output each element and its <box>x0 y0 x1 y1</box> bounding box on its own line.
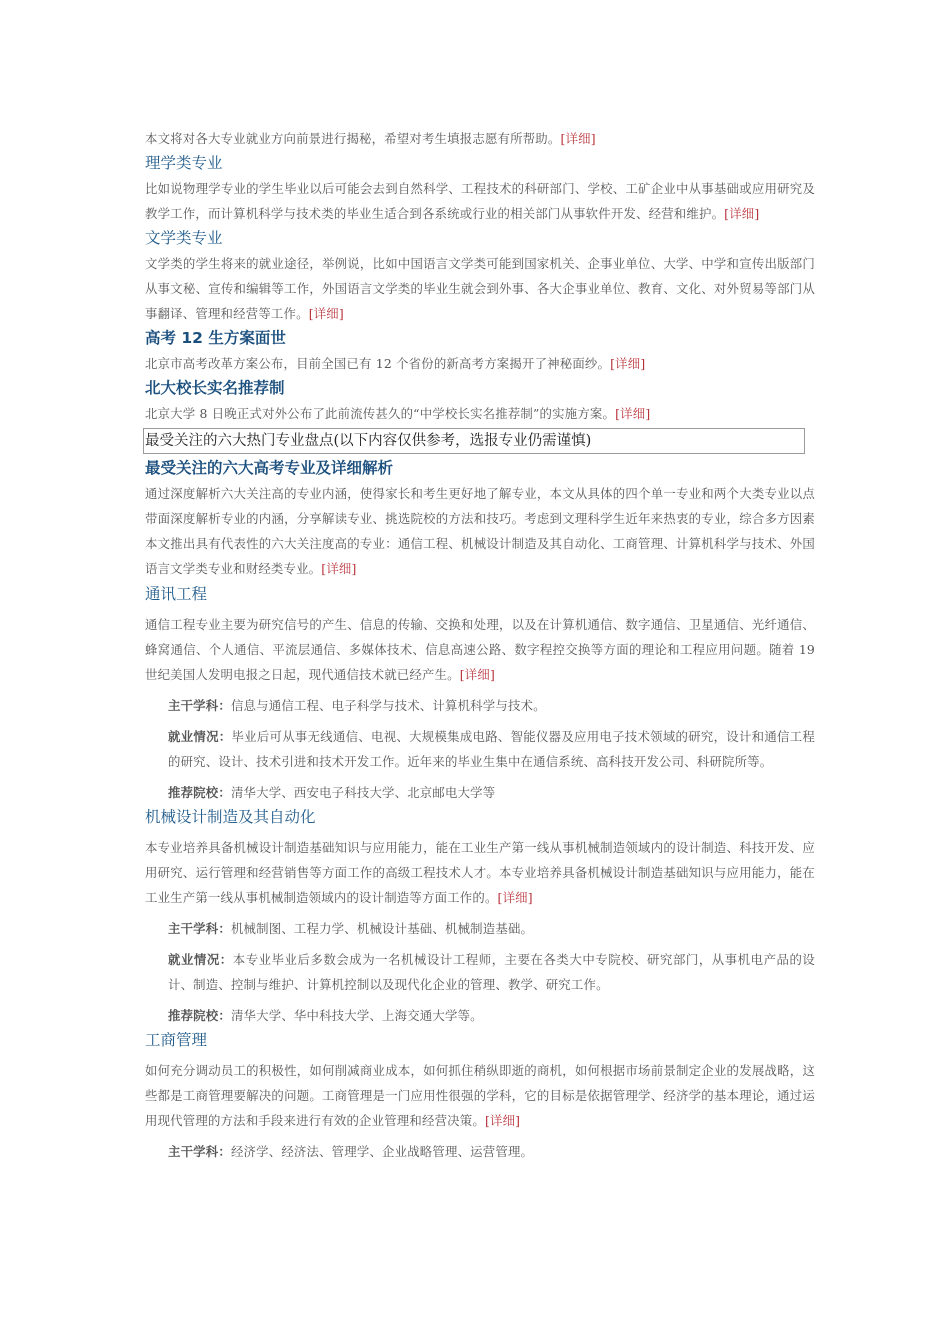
intro-paragraph: 本文将对各大专业就业方向前景进行揭秘，希望对考生填报志愿有所帮助。[详细] <box>145 131 596 146</box>
mech-heading: 机械设计制造及其自动化 <box>145 808 316 826</box>
mech-jobs: 就业情况：本专业毕业后多数会成为一名机械设计工程师，主要在各类大中专院校、研究部门，从事机电产品的设计、制造、控制与维护、计算机控制以及现代化企业的管理、教学、研究工作。 <box>168 952 816 992</box>
detail-link[interactable]: [详细] <box>560 131 596 146</box>
six-majors-heading[interactable]: 最受关注的六大高考专业及详细解析 <box>145 459 394 477</box>
detail-link[interactable]: [详细] <box>308 306 344 321</box>
detail-link[interactable]: [详细] <box>459 667 496 682</box>
detail-link[interactable]: [详细] <box>610 356 646 371</box>
science-paragraph: 比如说物理学专业的学生毕业以后可能会去到自然科学、工程技术的科研部门、学校、工矿企业中从事基础或应用研究及教学工作，而计算机科学与技术类的毕业生适合到各系统或行业的相关部门从事软件开发、经营和维护。[详细] <box>145 181 815 221</box>
telecom-jobs: 就业情况：毕业后可从事无线通信、电视、大规模集成电路、智能仪器及应用电子技术领域的研究，设计和通信工程的研究、设计、技术引进和技术开发工作。近年来的毕业生集中在通信系统、高科技开发公司、科研院所等。 <box>168 729 816 769</box>
arts-heading[interactable]: 文学类专业 <box>145 229 223 247</box>
six-majors-paragraph: 通过深度解析六大关注高的专业内涵，使得家长和考生更好地了解专业，本文从具体的四个单一专业和两个大类专业以点带面深度解析专业的内涵，分享解读专业、挑选院校的方法和技巧。考虑到文理科学生近年来热衷的专业，综合多方因素本文推出具有代表性的六大关注度高的专业：通信工程、机械设计制造及其自动化、工商管理、计算机科学与技术、外国语言文学类专业和财经类专业。[详细] <box>145 486 815 576</box>
telecom-schools: 推荐院校：清华大学、西安电子科技大学、北京邮电大学等 <box>168 785 496 800</box>
detail-link[interactable]: [详细] <box>497 890 533 905</box>
detail-link[interactable]: [详细] <box>724 206 760 221</box>
detail-link[interactable]: [详细] <box>615 406 651 421</box>
telecom-paragraph: 通信工程专业主要为研究信号的产生、信息的传输、交换和处理，以及在计算机通信、数字通信、卫星通信、光纤通信、蜂窝通信、个人通信、平流层通信、多媒体技术、信息高速公路、数字程控交换等方面的理论和工程应用问题。随着 19 世纪美国人发明电报之日起，现代通信技术就已经产生。[详细] <box>145 617 815 682</box>
pku-heading[interactable]: 北大校长实名推荐制 <box>145 379 285 397</box>
article <box>145 126 815 1164</box>
boxed-section-title: 最受关注的六大热门专业盘点(以下内容仅供参考，选报专业仍需谨慎) <box>143 428 805 454</box>
telecom-heading: 通讯工程 <box>145 585 208 603</box>
detail-link[interactable]: [详细] <box>321 561 357 576</box>
biz-heading: 工商管理 <box>145 1031 208 1049</box>
science-heading[interactable]: 理学类专业 <box>145 154 223 172</box>
pku-paragraph: 北京大学 8 日晚正式对外公布了此前流传甚久的“中学校长实名推荐制”的实施方案。[详细] <box>145 406 651 421</box>
gaokao-heading[interactable]: 高考 12 生方案面世 <box>145 329 286 347</box>
biz-subjects: 主干学科：经济学、经济法、管理学、企业战略管理、运营管理。 <box>168 1144 534 1159</box>
telecom-subjects: 主干学科：信息与通信工程、电子科学与技术、计算机科学与技术。 <box>168 698 546 713</box>
mech-subjects: 主干学科：机械制图、工程力学、机械设计基础、机械制造基础。 <box>168 921 534 936</box>
detail-link[interactable]: [详细] <box>484 1113 521 1128</box>
mech-schools: 推荐院校：清华大学、华中科技大学、上海交通大学等。 <box>168 1008 483 1023</box>
arts-paragraph: 文学类的学生将来的就业途径，举例说，比如中国语言文学类可能到国家机关、企事业单位、大学、中学和宣传出版部门从事文秘、宣传和编辑等工作，外国语言文学类的毕业生就会到外事、各大企事业单位、教育、文化、对外贸易等部门从事翻译、管理和经营等工作。[详细] <box>145 256 815 321</box>
gaokao-paragraph: 北京市高考改革方案公布，目前全国已有 12 个省份的新高考方案揭开了神秘面纱。[详细] <box>145 356 646 371</box>
biz-paragraph: 如何充分调动员工的积极性，如何削减商业成本，如何抓住稍纵即逝的商机，如何根据市场前景制定企业的发展战略，这些都是工商管理要解决的问题。工商管理是一门应用性很强的学科，它的目标是依据管理学、经济学的基本理论，通过运用现代管理的方法和手段来进行有效的企业管理和经营决策。[详细] <box>145 1063 815 1128</box>
mech-paragraph: 本专业培养具备机械设计制造基础知识与应用能力，能在工业生产第一线从事机械制造领域内的设计制造、科技开发、应用研究、运行管理和经营销售等方面工作的高级工程技术人才。本专业培养具备机械设计制造基础知识与应用能力，能在工业生产第一线从事机械制造领域内的设计制造等方面工作的。[详细] <box>145 840 815 905</box>
